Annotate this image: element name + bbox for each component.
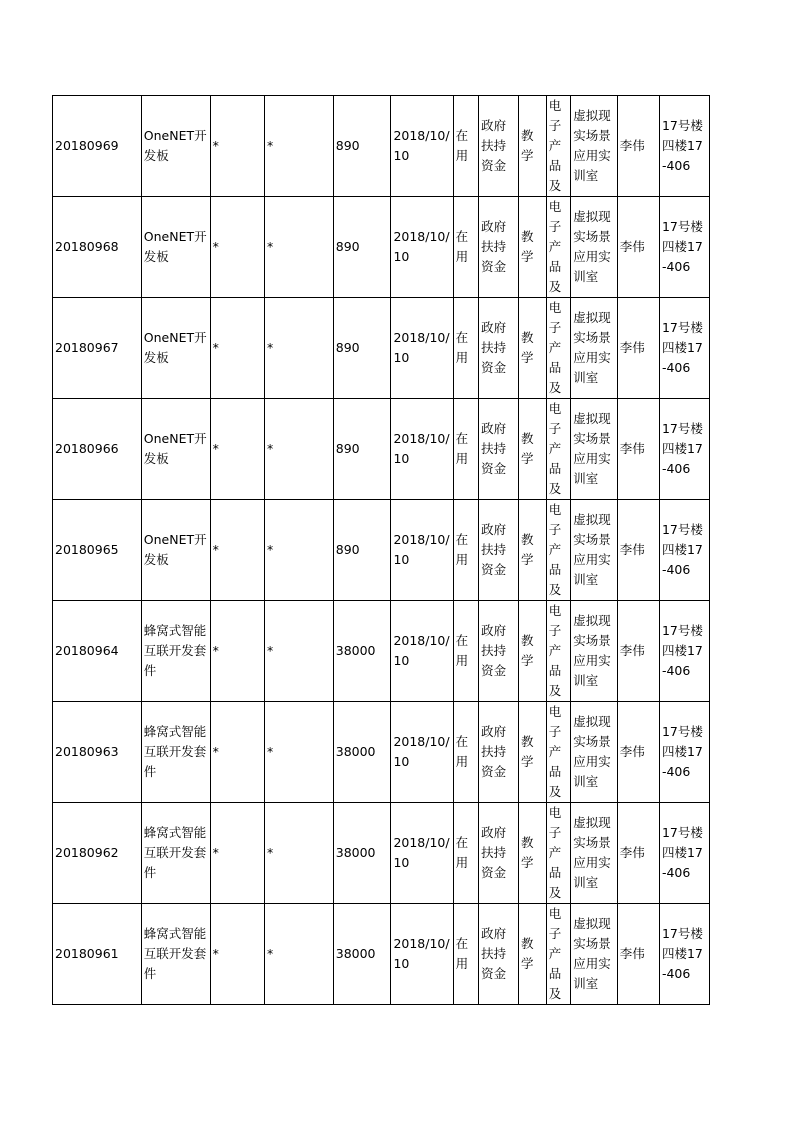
fund-source-cell: 政府扶持资金	[479, 500, 519, 601]
table-row	[53, 702, 710, 803]
spec-cell: *	[210, 803, 264, 904]
spec-cell: *	[210, 197, 264, 298]
fund-source-cell: 政府扶持资金	[479, 702, 519, 803]
fund-source-cell: 政府扶持资金	[479, 298, 519, 399]
model-cell: *	[264, 298, 333, 399]
status-cell: 在用	[453, 298, 479, 399]
price-cell: 890	[333, 500, 391, 601]
usage-cell: 教学	[519, 197, 547, 298]
custodian-cell: 李伟	[617, 904, 659, 1005]
location-cell: 17号楼四楼17-406	[659, 803, 709, 904]
room-cell: 虚拟现实场景应用实训室	[571, 803, 618, 904]
status-cell: 在用	[453, 96, 479, 197]
custodian-cell: 李伟	[617, 702, 659, 803]
status-cell: 在用	[453, 601, 479, 702]
status-cell: 在用	[453, 197, 479, 298]
room-cell: 虚拟现实场景应用实训室	[571, 399, 618, 500]
custodian-cell: 李伟	[617, 601, 659, 702]
asset-id-cell: 20180964	[53, 601, 142, 702]
usage-cell: 教学	[519, 399, 547, 500]
asset-table	[52, 95, 710, 1005]
table-row	[53, 298, 710, 399]
custodian-cell: 李伟	[617, 803, 659, 904]
asset-name-cell: OneNET开发板	[141, 96, 210, 197]
usage-cell: 教学	[519, 803, 547, 904]
model-cell: *	[264, 96, 333, 197]
spec-cell: *	[210, 500, 264, 601]
spec-cell: *	[210, 96, 264, 197]
asset-name-cell: 蜂窝式智能互联开发套件	[141, 803, 210, 904]
table-row	[53, 904, 710, 1005]
status-cell: 在用	[453, 399, 479, 500]
usage-cell: 教学	[519, 702, 547, 803]
purchase-date-cell: 2018/10/10	[391, 298, 453, 399]
status-cell: 在用	[453, 500, 479, 601]
room-cell: 虚拟现实场景应用实训室	[571, 298, 618, 399]
price-cell: 38000	[333, 601, 391, 702]
usage-cell: 教学	[519, 500, 547, 601]
asset-name-cell: 蜂窝式智能互联开发套件	[141, 702, 210, 803]
location-cell: 17号楼四楼17-406	[659, 96, 709, 197]
table-row	[53, 96, 710, 197]
price-cell: 890	[333, 298, 391, 399]
table-row	[53, 399, 710, 500]
asset-name-cell: OneNET开发板	[141, 399, 210, 500]
model-cell: *	[264, 399, 333, 500]
purchase-date-cell: 2018/10/10	[391, 500, 453, 601]
status-cell: 在用	[453, 803, 479, 904]
fund-source-cell: 政府扶持资金	[479, 601, 519, 702]
purchase-date-cell: 2018/10/10	[391, 702, 453, 803]
location-cell: 17号楼四楼17-406	[659, 500, 709, 601]
fund-source-cell: 政府扶持资金	[479, 197, 519, 298]
price-cell: 38000	[333, 904, 391, 1005]
fund-source-cell: 政府扶持资金	[479, 399, 519, 500]
price-cell: 890	[333, 197, 391, 298]
model-cell: *	[264, 601, 333, 702]
purchase-date-cell: 2018/10/10	[391, 399, 453, 500]
asset-id-cell: 20180962	[53, 803, 142, 904]
fund-source-cell: 政府扶持资金	[479, 96, 519, 197]
table-row	[53, 500, 710, 601]
purchase-date-cell: 2018/10/10	[391, 197, 453, 298]
category-cell: 电子产品及	[546, 399, 570, 500]
model-cell: *	[264, 500, 333, 601]
model-cell: *	[264, 803, 333, 904]
price-cell: 890	[333, 399, 391, 500]
category-cell: 电子产品及	[546, 803, 570, 904]
room-cell: 虚拟现实场景应用实训室	[571, 96, 618, 197]
purchase-date-cell: 2018/10/10	[391, 803, 453, 904]
table-row	[53, 803, 710, 904]
table-row	[53, 601, 710, 702]
model-cell: *	[264, 702, 333, 803]
category-cell: 电子产品及	[546, 601, 570, 702]
category-cell: 电子产品及	[546, 197, 570, 298]
category-cell: 电子产品及	[546, 298, 570, 399]
asset-id-cell: 20180961	[53, 904, 142, 1005]
spec-cell: *	[210, 702, 264, 803]
asset-id-cell: 20180967	[53, 298, 142, 399]
asset-id-cell: 20180963	[53, 702, 142, 803]
table-body	[53, 96, 710, 1005]
asset-name-cell: OneNET开发板	[141, 197, 210, 298]
spec-cell: *	[210, 601, 264, 702]
spec-cell: *	[210, 298, 264, 399]
location-cell: 17号楼四楼17-406	[659, 601, 709, 702]
asset-name-cell: 蜂窝式智能互联开发套件	[141, 601, 210, 702]
fund-source-cell: 政府扶持资金	[479, 904, 519, 1005]
category-cell: 电子产品及	[546, 702, 570, 803]
room-cell: 虚拟现实场景应用实训室	[571, 904, 618, 1005]
custodian-cell: 李伟	[617, 197, 659, 298]
asset-id-cell: 20180966	[53, 399, 142, 500]
purchase-date-cell: 2018/10/10	[391, 904, 453, 1005]
asset-id-cell: 20180965	[53, 500, 142, 601]
category-cell: 电子产品及	[546, 904, 570, 1005]
room-cell: 虚拟现实场景应用实训室	[571, 500, 618, 601]
purchase-date-cell: 2018/10/10	[391, 601, 453, 702]
location-cell: 17号楼四楼17-406	[659, 197, 709, 298]
spec-cell: *	[210, 904, 264, 1005]
category-cell: 电子产品及	[546, 96, 570, 197]
asset-name-cell: 蜂窝式智能互联开发套件	[141, 904, 210, 1005]
usage-cell: 教学	[519, 96, 547, 197]
purchase-date-cell: 2018/10/10	[391, 96, 453, 197]
asset-id-cell: 20180969	[53, 96, 142, 197]
location-cell: 17号楼四楼17-406	[659, 298, 709, 399]
model-cell: *	[264, 197, 333, 298]
room-cell: 虚拟现实场景应用实训室	[571, 601, 618, 702]
asset-id-cell: 20180968	[53, 197, 142, 298]
usage-cell: 教学	[519, 298, 547, 399]
room-cell: 虚拟现实场景应用实训室	[571, 197, 618, 298]
custodian-cell: 李伟	[617, 500, 659, 601]
custodian-cell: 李伟	[617, 96, 659, 197]
location-cell: 17号楼四楼17-406	[659, 399, 709, 500]
usage-cell: 教学	[519, 904, 547, 1005]
table-row	[53, 197, 710, 298]
model-cell: *	[264, 904, 333, 1005]
spec-cell: *	[210, 399, 264, 500]
custodian-cell: 李伟	[617, 298, 659, 399]
category-cell: 电子产品及	[546, 500, 570, 601]
custodian-cell: 李伟	[617, 399, 659, 500]
usage-cell: 教学	[519, 601, 547, 702]
price-cell: 890	[333, 96, 391, 197]
status-cell: 在用	[453, 904, 479, 1005]
asset-name-cell: OneNET开发板	[141, 298, 210, 399]
price-cell: 38000	[333, 702, 391, 803]
status-cell: 在用	[453, 702, 479, 803]
room-cell: 虚拟现实场景应用实训室	[571, 702, 618, 803]
price-cell: 38000	[333, 803, 391, 904]
location-cell: 17号楼四楼17-406	[659, 904, 709, 1005]
location-cell: 17号楼四楼17-406	[659, 702, 709, 803]
asset-name-cell: OneNET开发板	[141, 500, 210, 601]
fund-source-cell: 政府扶持资金	[479, 803, 519, 904]
